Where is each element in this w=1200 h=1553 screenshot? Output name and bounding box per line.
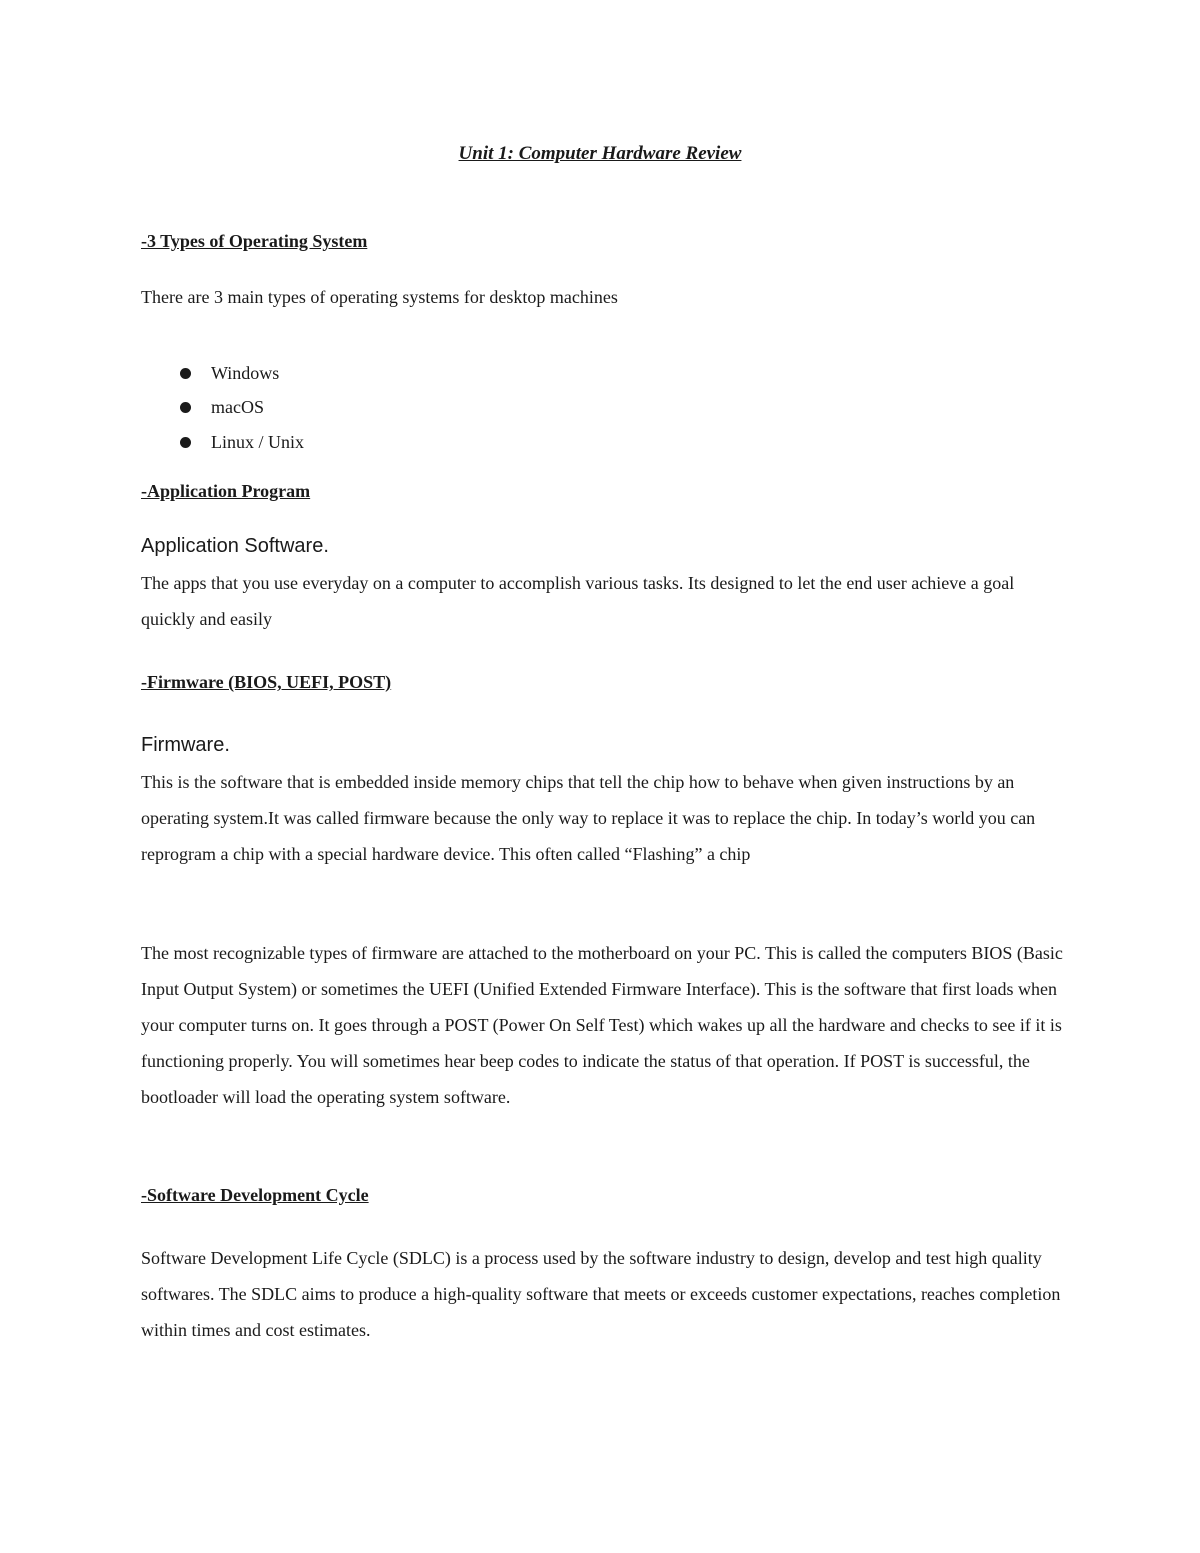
list-item [180, 391, 304, 426]
os-intro-text: There are 3 main types of operating systems for desktop machines [141, 287, 618, 307]
os-bullet-list [180, 356, 304, 460]
application-body-text: The apps that you use everyday on a computer to accomplish various tasks. Its designed to let the end user achieve a goal quickly and easily [141, 573, 1015, 629]
firmware-body-text-2: The most recognizable types of firmware are attached to the motherboard on your PC. This is called the computers BIOS (Basic Input Output System) or sometimes the UEFI (Unified Extended Firmware Interface). This is the software that first loads when your computer turns on. It goes through a POST (Power On Self Test) which wakes up all the hardware and checks to see if it is functioning properly. You will sometimes hear beep codes to indicate the status of that operation. If POST is successful, the bootloader will load the operating system software. [141, 943, 1063, 1107]
bullet-icon [180, 402, 191, 413]
sdlc-body-text: Software Development Life Cycle (SDLC) is a process used by the software industry to design, develop and test high quality softwares. The SDLC aims to produce a high-quality software that meets or exceeds customer expectations, reaches completion within times and cost estimates. [141, 1248, 1061, 1340]
bullet-icon [180, 437, 191, 448]
list-item-label: Linux / Unix [211, 431, 304, 452]
firmware-body-text-1: This is the software that is embedded inside memory chips that tell the chip how to behave when given instructions by an operating system.It was called firmware because the only way to replace it was to replace the chip. In today’s world you can reprogram a chip with a special hardware device. This often called “Flashing” a chip [141, 772, 1036, 864]
bullet-icon [180, 368, 191, 379]
list-item-label: macOS [211, 397, 264, 418]
page-title: Unit 1: Computer Hardware Review [458, 143, 742, 164]
application-subheading: Application Software. [141, 535, 329, 557]
list-item [180, 356, 304, 391]
firmware-subheading: Firmware. [141, 734, 230, 756]
section-heading-sdlc: -Software Development Cycle [141, 1185, 369, 1205]
section-heading-firmware: -Firmware (BIOS, UEFI, POST) [141, 672, 392, 692]
section-heading-application: -Application Program [141, 481, 311, 501]
list-item-label: Windows [211, 362, 280, 383]
list-item [180, 425, 304, 460]
section-heading-os: -3 Types of Operating System [141, 231, 368, 251]
